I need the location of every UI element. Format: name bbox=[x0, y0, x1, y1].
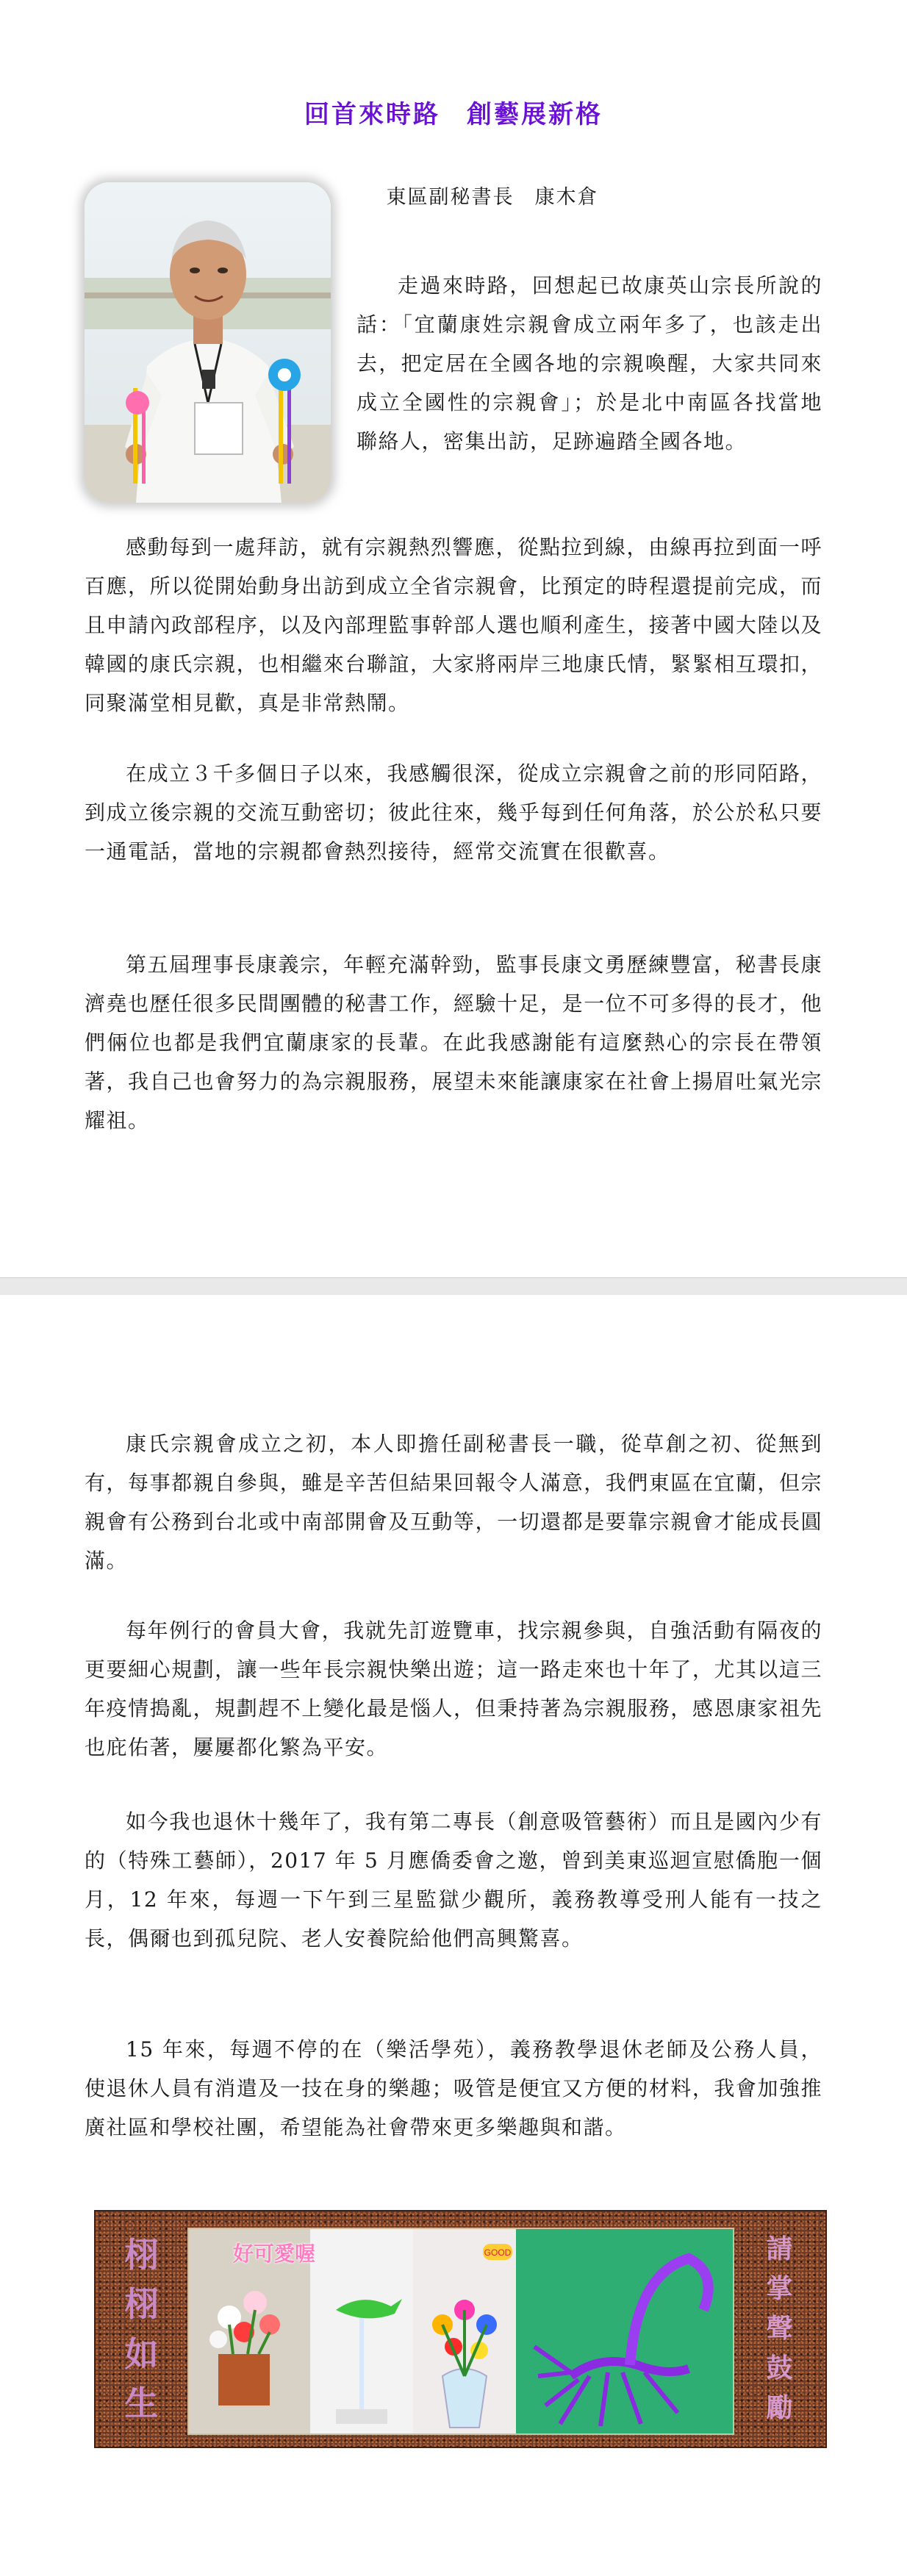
banner-left-char: 栩 bbox=[124, 2284, 159, 2325]
title-part-1: 回首來時路 bbox=[304, 100, 440, 129]
banner-badge: 好可愛喔 bbox=[233, 2242, 316, 2266]
paragraph-4: 第五屆理事長康義宗，年輕充滿幹勁，監事長康文勇歷練豐富，秘書長康濟堯也歷任很多民間團體的秘書工作，經驗十足，是一位不可多得的長才，他們倆位也都是我們宜蘭康家的長輩。在此我感謝能有這麼熱心的宗長在帶領著，我自己也會努力的為宗親服務，展望未來能讓康家在社會上揚眉吐氣光宗耀祖。 bbox=[85, 952, 822, 1133]
title-part-2: 創藝展新格 bbox=[467, 100, 603, 129]
banner-left-text bbox=[103, 2230, 180, 2428]
paragraph-6: 每年例行的會員大會，我就先訂遊覽車，找宗親參與，自強活動有隔夜的更要細心規劃，讓一些年長宗親快樂出遊；這一路走來也十年了，尤其以這三年疫情搗亂，規劃趕不上變化最是惱人，但秉持著為宗親服務，感恩康家祖先也庇佑著，屢屢都化繁為平安。 bbox=[85, 1618, 822, 1759]
paragraph-5: 康氏宗親會成立之初，本人即擔任副秘書長一職，從草創之初、從無到有，每事都親自參與，雖是辛苦但結果回報令人滿意，我們東區在宜蘭，但宗親會有公務到台北或中南部開會及互動等，一切還都是要靠宗親會才能成長圓滿。 bbox=[85, 1432, 822, 1573]
banner-right-char: 聲 bbox=[766, 2314, 793, 2344]
banner-left-char: 栩 bbox=[124, 2234, 159, 2275]
straw-craft-banner bbox=[94, 2210, 827, 2448]
page-1 bbox=[0, 0, 907, 1277]
banner-right-char: 鼓 bbox=[766, 2353, 793, 2383]
author-title: 東區副秘書長 bbox=[386, 186, 515, 209]
banner-right-text bbox=[741, 2230, 818, 2428]
page-2 bbox=[0, 1295, 907, 2576]
banner-right-char: 掌 bbox=[766, 2274, 793, 2304]
author-portrait-icon bbox=[85, 182, 331, 503]
paragraph-7: 如今我也退休十幾年了，我有第二專長（創意吸管藝術）而且是國內少有的（特殊工藝師），2017 年 5 月應僑委會之邀，曾到美東巡迴宣慰僑胞一個月，12 年來，每週一下午到三星監獄少觀所，義務教導受刑人能有一技之長，偶爾也到孤兒院、老人安養院給他們高興驚喜。 bbox=[85, 1809, 822, 1951]
author-photo bbox=[85, 182, 331, 503]
author-name: 康木倉 bbox=[534, 186, 599, 209]
paragraph-3: 在成立３千多個日子以來，我感觸很深，從成立宗親會之前的形同陌路，到成立後宗親的交流互動密切；彼此往來，幾乎每到任何角落，於公於私只要一通電話，當地的宗親都會熱烈接待，經常交流實在很歡喜。 bbox=[85, 761, 822, 864]
paragraph-2: 感動每到一處拜訪，就有宗親熱烈響應，從點拉到線，由線再拉到面一呼百應，所以從開始動身出訪到成立全省宗親會，比預定的時程還提前完成，而且申請內政部程序，以及內部理監事幹部人選也順利產生，接著中國大陸以及韓國的康氏宗親，也相繼來台聯誼，大家將兩岸三地康氏情，緊緊相互環扣，同聚滿堂相見歡，真是非常熱鬧。 bbox=[85, 535, 822, 715]
banner-right-char: 請 bbox=[766, 2234, 793, 2264]
banner-tag: GOOD bbox=[484, 2247, 512, 2258]
banner-left-char: 生 bbox=[124, 2383, 159, 2424]
article-title bbox=[0, 94, 907, 130]
page-separator bbox=[0, 1277, 907, 1296]
banner-left-char: 如 bbox=[124, 2333, 159, 2374]
straw-craft-photos bbox=[187, 2228, 734, 2435]
paragraph-1: 走過來時路，回想起已故康英山宗長所說的話：「宜蘭康姓宗親會成立兩年多了，也該走出去，把定居在全國各地的宗親喚醒，大家共同來成立全國性的宗親會」；於是北中南區各找當地聯絡人，密集出訪，足跡遍踏全國各地。 bbox=[356, 273, 822, 453]
paragraph-8: 15 年來，每週不停的在（樂活學苑），義務教學退休老師及公務人員，使退休人員有消遣及一技在身的樂趣；吸管是便宜又方便的材料，我會加強推廣社區和學校社團，希望能為社會帶來更多樂趣與和諧。 bbox=[85, 2037, 822, 2139]
banner-right-char: 勵 bbox=[766, 2393, 793, 2423]
